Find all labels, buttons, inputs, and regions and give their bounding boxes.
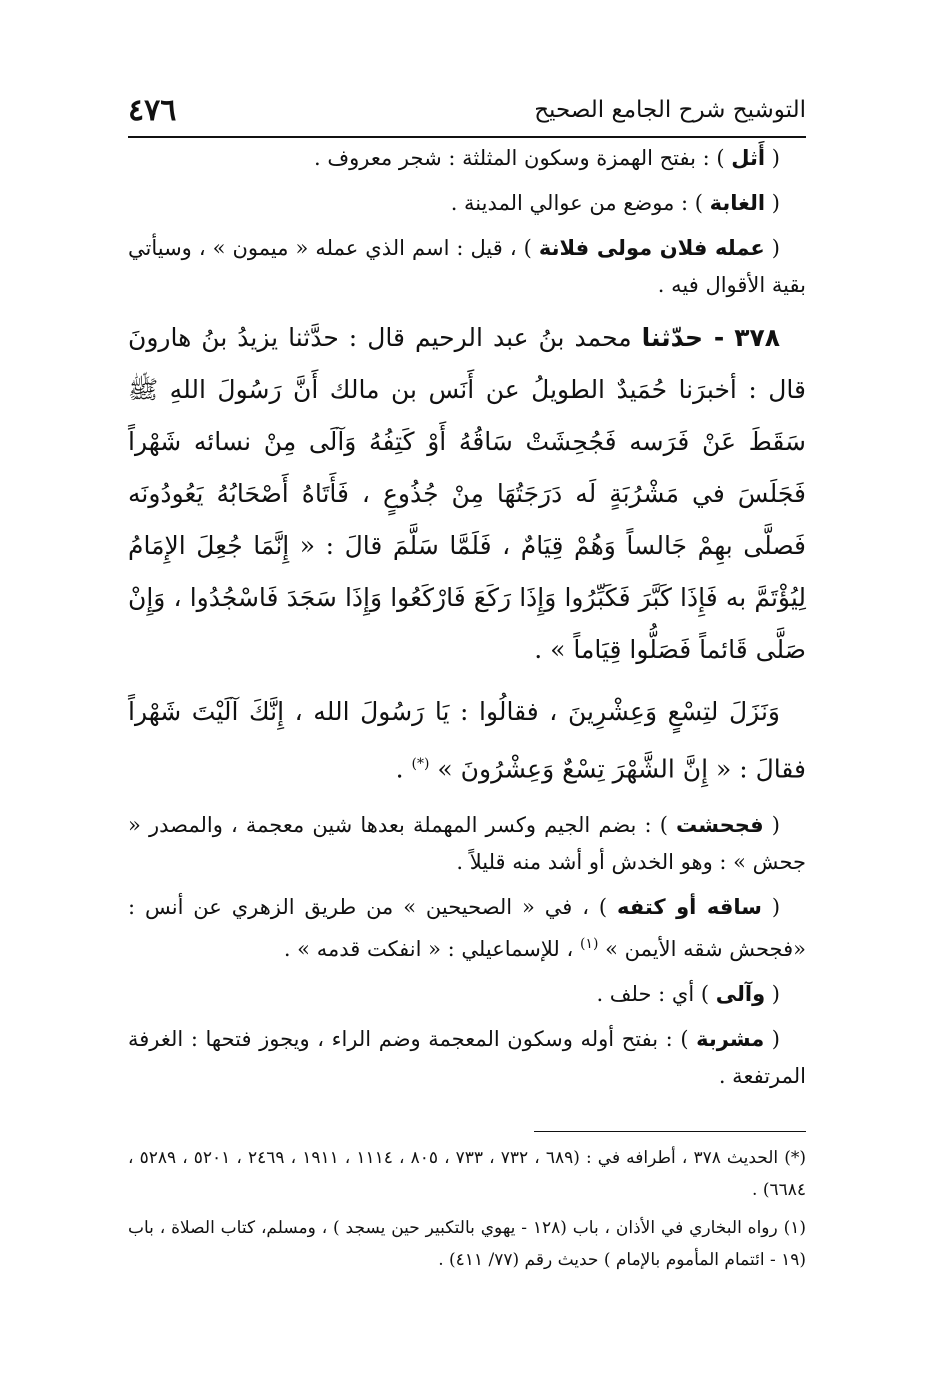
- gloss-text: : بفتح الهمزة وسكون المثلثة : شجر معروف .: [314, 146, 717, 170]
- gloss-text: ، قيل : اسم الذي عمله « ميمون » ، وسيأتي بقية الأقوال فيه .: [128, 236, 806, 297]
- footnote-1: (١) رواه البخاري في الأذان ، باب (١٢٨ - يهوي بالتكبير حين يسجد ) ، ومسلم، كتاب الصلاة ، باب (١٩ - ائتمام المأموم بالإمام ) حديث رقم (٧٧/ ٤١١) .: [128, 1218, 806, 1270]
- gloss-text: ، في « الصحيحين » من طريق الزهري عن أنس : «فجحش شقه الأيمن »: [128, 895, 806, 962]
- gloss-term: مشربة: [696, 1027, 765, 1052]
- gloss-term: عمله فلان مولى فلانة: [538, 236, 765, 260]
- footnotes: [128, 1142, 806, 1282]
- gloss-text: : موضع من عوالي المدينة .: [450, 191, 695, 215]
- page-number: ٤٧٦: [128, 92, 177, 128]
- gloss-athl: ( أَثل ) : بفتح الهمزة وسكون المثلثة : شجر معروف .: [314, 146, 780, 170]
- hadith-text: ٣٧٨ - حدّثنا محمد بنُ عبد الرحيم قال : حدَّثنا يزيدُ بنُ هارونَ قال : أخبرَنا حُمَيدٌ الطويلُ عن أَنَس بن مالك أَنَّ رَسُولَ اللهِ ﷺ سَقَطَ عَنْ فَرَسه فَجُحِشَتْ سَاقُهُ أَوْ كَتِفُهُ وَآلَى مِنْ نسائه شَهْراً فَجَلَسَ في مَشْرُبَةٍ لَه دَرَجَتُهَا مِنْ جُذُوعٍ ، فَأَتَاهُ أَصْحَابُهُ يَعُودُونَه فَصلَّى بهِمْ جَالساً وَهُمْ قِيَامٌ ، فَلَمَّا سَلَّمَ قالَ : « إِنَّمَا جُعِلَ الإِمَامُ لِيُؤْتَمَّ به فَإِذَا كَبَّرَ فَكَبِّرُوا وَإِذَا رَكَعَ فَارْكَعُوا وَإِذَا سَجَدَ فَاسْجُدُوا ، وَإِنْ صَلَّى قَائماً فَصَلُّوا قِيَاماً » .: [128, 323, 806, 664]
- gloss-ghaba: ( الغابة ) : موضع من عوالي المدينة .: [450, 191, 780, 215]
- running-title: التوشيح شرح الجامع الصحيح: [534, 97, 806, 123]
- gloss-term: أَثل: [731, 146, 766, 170]
- gloss-aala: ( وآلى ) أي : حلف .: [596, 982, 780, 1007]
- gloss-fajuhishat: ( فجحشت ) : بضم الجيم وكسر المهملة بعدها شين معجمة ، والمصدر « جحش » : وهو الخدش أو أشد منه قليلاً .: [128, 813, 806, 875]
- gloss-term: وآلى: [715, 982, 766, 1007]
- footnote-divider: [534, 1131, 806, 1132]
- hadith-body: محمد بنُ عبد الرحيم قال : حدَّثنا يزيدُ بنُ هارونَ قال : أخبرَنا حُمَيدٌ الطويلُ عن أَنَس بن مالك أَنَّ رَسُولَ اللهِ ﷺ سَقَطَ عَنْ فَرَسه فَجُحِشَتْ سَاقُهُ أَوْ كَتِفُهُ وَآلَى مِنْ نسائه شَهْراً فَجَلَسَ في مَشْرُبَةٍ لَه دَرَجَتُهَا مِنْ جُذُوعٍ ، فَأَتَاهُ أَصْحَابُهُ يَعُودُونَه فَصلَّى بهِمْ جَالساً وَهُمْ قِيَامٌ ، فَلَمَّا سَلَّمَ قالَ : « إِنَّمَا جُعِلَ الإِمَامُ لِيُؤْتَمَّ به فَإِذَا كَبَّرَ فَكَبِّرُوا وَإِذَا رَكَعَ فَارْكَعُوا وَإِذَا سَجَدَ فَاسْجُدُوا ، وَإِنْ صَلَّى قَائماً فَصَلُّوا قِيَاماً » .: [128, 323, 806, 664]
- footnote-marker-1[interactable]: (١): [579, 936, 599, 953]
- hadith-continuation-text: وَنَزَلَ لتِسْعٍ وَعِشْرِينَ ، فقالُوا : يَا رَسُولَ الله ، إِنَّكَ آلَيْتَ شَهْراً فقالَ : « إِنَّ الشَّهْرَ تِسْعٌ وَعِشْرُونَ »: [128, 697, 806, 784]
- gloss-term: فجحشت: [676, 813, 764, 838]
- hadith-number: ٣٧٨: [734, 323, 780, 352]
- gloss-term: ساقه أو كتفه: [616, 895, 762, 920]
- gloss-saquhu: ( ساقه أو كتفه ) ، في « الصحيحين » من طريق الزهري عن أنس : «فجحش شقه الأيمن » $^{(١)}$ ، للإسماعيلي : « انفكت قدمه » .: [128, 895, 806, 962]
- header-divider: [128, 136, 806, 138]
- gloss-text: أي : حلف .: [596, 982, 701, 1007]
- gloss-text: : بضم الجيم وكسر المهملة بعدها شين معجمة ، والمصدر « جحش » : وهو الخدش أو أشد منه قليلاً .: [128, 813, 806, 875]
- main-text: [128, 140, 806, 1103]
- gloss-mashruba: ( مشربة ) : بفتح أوله وسكون المعجمة وضم الراء ، ويجوز فتحها : الغرفة المرتفعة .: [128, 1027, 806, 1089]
- gloss-term: الغابة: [709, 191, 766, 215]
- gloss-text-after: ، للإسماعيلي : « انفكت قدمه » .: [283, 937, 580, 962]
- page-header: [128, 88, 806, 132]
- footnote-marker-star[interactable]: (*): [411, 756, 430, 772]
- gloss-amalahu: ( عمله فلان مولى فلانة ) ، قيل : اسم الذي عمله « ميمون » ، وسيأتي بقية الأقوال فيه .: [128, 236, 806, 297]
- hadith-continuation: [128, 686, 806, 795]
- gloss-text: : بفتح أوله وسكون المعجمة وضم الراء ، ويجوز فتحها : الغرفة المرتفعة .: [128, 1027, 806, 1089]
- hadith-opening: حدّثنا: [641, 323, 704, 352]
- footnote-star: (*) الحديث ٣٧٨ ، أطرافه في : (٦٨٩ ، ٧٣٢ ، ٧٣٣ ، ٨٠٥ ، ١١١٤ ، ١٩١١ ، ٢٤٦٩ ، ٥٢٠١ ، ٥٢٨٩ ، ٦٦٨٤) .: [128, 1148, 807, 1200]
- hadith-end: .: [395, 754, 412, 784]
